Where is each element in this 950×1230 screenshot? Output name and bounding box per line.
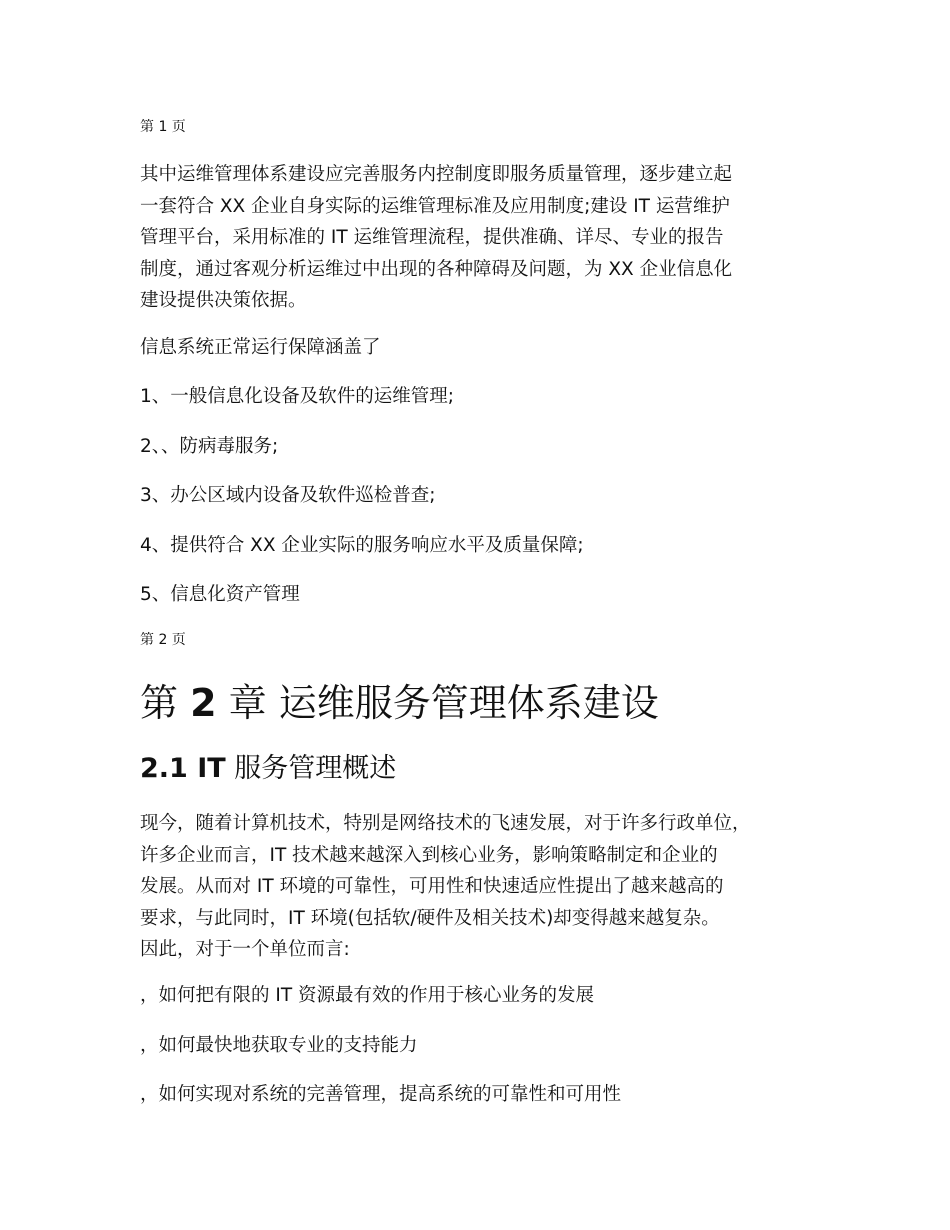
- section-number: 2.1 IT: [140, 753, 226, 784]
- list-item: 1、一般信息化设备及软件的运维管理;: [140, 386, 455, 407]
- list-item: 2、、防病毒服务;: [140, 436, 279, 457]
- coverage-intro: 信息系统正常运行保障涵盖了: [140, 337, 381, 358]
- page-number-label: 第 2 页: [140, 632, 186, 648]
- paragraph-line: 发展。从而对 IT 环境的可靠性，可用性和快速适应性提出了越来越高的: [140, 876, 724, 897]
- question-item: ，如何实现对系统的完善管理，提高系统的可靠性和可用性: [140, 1084, 622, 1105]
- section-title-text: 服务管理概述: [225, 753, 397, 784]
- chapter-title-text: 章 运维服务管理体系建设: [228, 681, 659, 725]
- paragraph-line: 因此，对于一个单位而言:: [140, 939, 350, 960]
- chapter-heading: [140, 680, 659, 726]
- question-item: ，如何把有限的 IT 资源最有效的作用于核心业务的发展: [140, 985, 595, 1006]
- paragraph-line: 现今，随着计算机技术，特别是网络技术的飞速发展，对于许多行政单位，: [140, 813, 751, 834]
- paragraph-line: 其中运维管理体系建设应完善服务内控制度即服务质量管理，逐步建立起: [140, 164, 733, 185]
- overview-paragraph: [140, 808, 751, 966]
- intro-paragraph: [140, 159, 732, 317]
- chapter-prefix: 第: [140, 681, 179, 725]
- question-item: ，如何最快地获取专业的支持能力: [140, 1035, 418, 1056]
- paragraph-line: 一套符合 XX 企业自身实际的运维管理标准及应用制度;建设 IT 运营维护: [140, 195, 730, 217]
- page-number-label: 第 1 页: [140, 119, 186, 135]
- list-item: 4、提供符合 XX 企业实际的服务响应水平及质量保障;: [140, 535, 584, 556]
- section-heading: [140, 752, 396, 786]
- paragraph-line: 许多企业而言，IT 技术越来越深入到核心业务，影响策略制定和企业的: [140, 844, 718, 866]
- list-item: 3、办公区域内设备及软件巡检普查;: [140, 485, 436, 506]
- list-item: 5、信息化资产管理: [140, 584, 300, 605]
- paragraph-line: 制度，通过客观分析运维过中出现的各种障碍及问题，为 XX 企业信息化: [140, 258, 733, 280]
- chapter-number: 2: [190, 681, 217, 725]
- paragraph-line: 要求，与此同时，IT 环境(包括软/硬件及相关技术)却变得越来越复杂。: [140, 907, 720, 929]
- paragraph-line: 管理平台，采用标准的 IT 运维管理流程，提供准确、详尽、专业的报告: [140, 227, 724, 248]
- paragraph-line: 建设提供决策依据。: [140, 290, 307, 311]
